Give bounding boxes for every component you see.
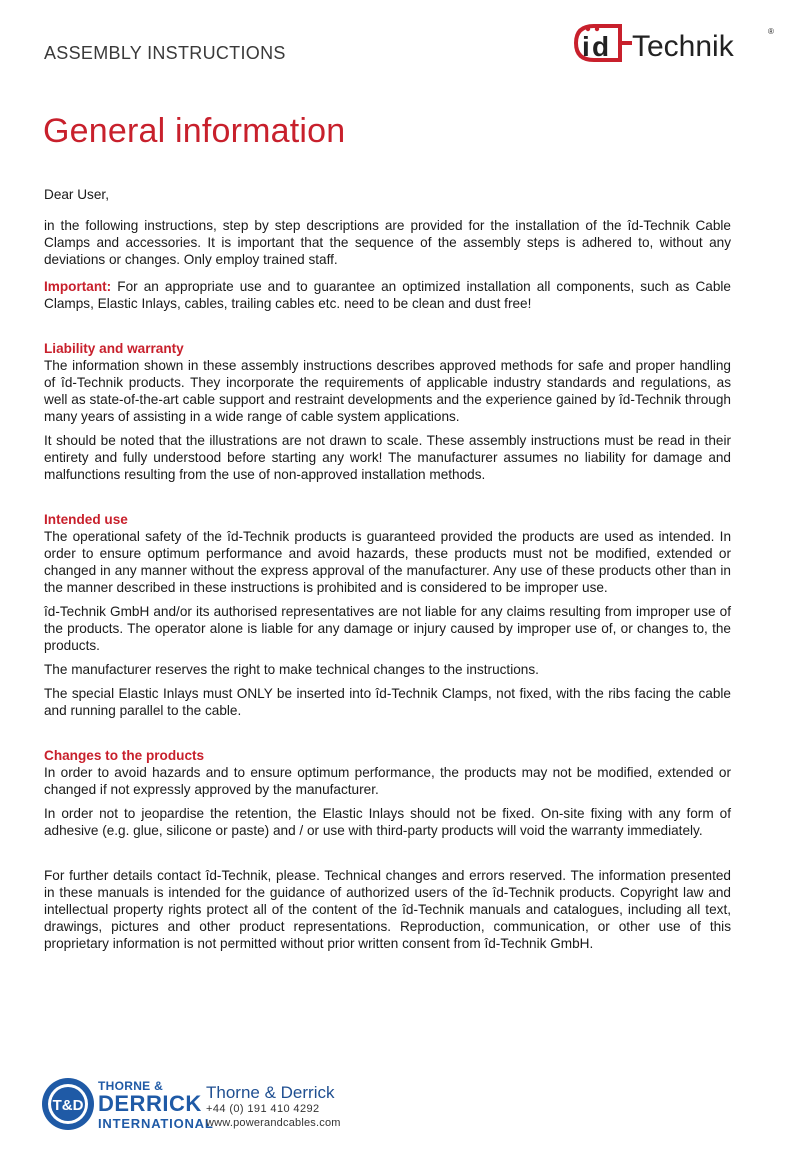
closing-paragraph: For further details contact îd-Technik, please. Technical changes and errors reserved. The information presented in these manuals is intended for the guidance of authorized users of the îd-Technik products. Copyright law and intellectual property rights protect all of the content of the îd-Technik manuals and catalogues, including all text, drawings, pictures and other product representations. Reproduction, communication, or other use of this proprietary information is not permitted without prior written consent from îd-Technik GmbH.	[44, 868, 731, 951]
paragraph: It should be noted that the illustrations are not drawn to scale. These assembly instructions must be read in their entirety and fully understood before starting any work! The manufacturer assumes no liability for damage and malfunctions resulting from the use of non-approved installation methods.	[44, 433, 731, 482]
svg-text:®: ®	[768, 27, 774, 36]
paragraph: In order to avoid hazards and to ensure optimum performance, the products may not be modified, extended or changed if not expressly approved by the manufacturer.	[44, 765, 731, 797]
document-body	[44, 186, 731, 952]
company-name: Thorne & Derrick	[206, 1083, 335, 1102]
id-technik-logo	[572, 22, 776, 64]
paragraph: îd-Technik GmbH and/or its authorised representatives are not liable for any claims resulting from improper use of the products. The operator alone is liable for any damage or injury caused by improper use of, or changes to, the products.	[44, 604, 731, 653]
paragraph: The operational safety of the îd-Technik products is guaranteed provided the products are used as intended. In order to ensure optimum performance and avoid hazards, these products must not be modified, extended or changed in any manner without the express approval of the manufacturer. Any use of these products other than in the manner described in these instructions is prohibited and is considered to be improper use.	[44, 529, 731, 595]
section-heading-intended-use: Intended use	[44, 512, 128, 527]
td-contact	[206, 1084, 341, 1129]
paragraph: The special Elastic Inlays must ONLY be inserted into îd-Technik Clamps, not fixed, with the ribs facing the cable and running parallel to the cable.	[44, 686, 731, 718]
thorne-derrick-logo	[40, 1076, 360, 1138]
page-title: General information	[43, 112, 346, 150]
section-heading-changes: Changes to the products	[44, 748, 205, 763]
document-header-label: ASSEMBLY INSTRUCTIONS	[44, 43, 286, 63]
svg-text:Technik: Technik	[632, 30, 734, 63]
td-badge-text: T&D	[52, 1097, 84, 1114]
svg-text:i: i	[582, 31, 590, 62]
important-note	[44, 278, 731, 312]
important-label: Important:	[44, 279, 112, 294]
greeting: Dear User,	[44, 187, 109, 202]
td-wordmark-line1: THORNE &	[98, 1079, 164, 1093]
svg-text:d: d	[592, 31, 610, 62]
td-wordmark	[98, 1080, 214, 1130]
intro-paragraph: in the following instructions, step by step descriptions are provided for the installation of the îd-Technik Cable Clamps and accessories. It is important that the sequence of the assembly steps is adhered to, without any deviations or changes. Only employ trained staff.	[44, 218, 731, 267]
td-wordmark-line3: INTERNATIONAL	[98, 1116, 214, 1131]
section-heading-liability: Liability and warranty	[44, 341, 184, 356]
important-text: For an appropriate use and to guarantee an optimized installation all components, such as Cable Clamps, Elastic Inlays, cables, trailing cables etc. need to be clean and dust free!	[44, 279, 731, 311]
td-badge-icon	[40, 1076, 96, 1132]
paragraph: The information shown in these assembly instructions describes approved methods for safe and proper handling of îd-Technik products. They incorporate the requirements of applicable industry standards and regulations, as well as state-of-the-art cable support and restraint developments and the experience gained by îd-Technik through many years of assisting in a wide range of cable system applications.	[44, 358, 731, 424]
website-link[interactable]: www.powerandcables.com	[206, 1117, 341, 1129]
paragraph: In order not to jeopardise the retention, the Elastic Inlays should not be fixed. On-site fixing with any form of adhesive (e.g. glue, silicone or paste) and / or use with third-party products will void the warranty immediately.	[44, 806, 731, 838]
id-technik-logo-graphic	[572, 22, 776, 64]
paragraph: The manufacturer reserves the right to make technical changes to the instructions.	[44, 662, 539, 677]
td-wordmark-line2: DERRICK	[98, 1091, 202, 1116]
phone-number: +44 (0) 191 410 4292	[206, 1103, 320, 1115]
